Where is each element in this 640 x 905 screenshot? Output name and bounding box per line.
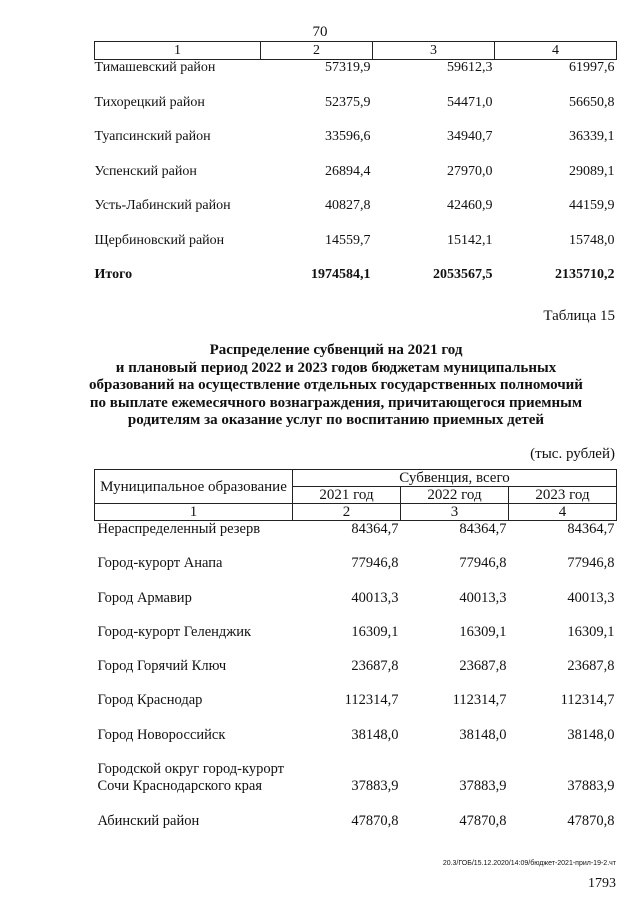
value-2023: 84364,7: [567, 521, 615, 537]
document-code: 20.3/ГОБ/15.12.2020/14:09/бюджет-2021-прил-19-2.чт: [442, 860, 616, 867]
column-number: 2: [261, 42, 373, 60]
title-line: и плановый период 2022 и 2023 годов бюджетам муниципальных: [115, 359, 557, 376]
total-label: Итого: [94, 267, 133, 282]
value-2023: 56650,8: [569, 94, 615, 110]
municipality-name: Щербиновский район: [94, 232, 225, 248]
column-number-row: [95, 42, 617, 60]
value-2021: 84364,7: [351, 521, 399, 537]
value-2023: 44159,9: [569, 198, 615, 213]
table-row: [95, 761, 617, 813]
column-number: 4: [509, 504, 617, 521]
value-2022: 38148,0: [459, 726, 507, 743]
table-row: [95, 198, 617, 233]
value-2023: 112314,7: [560, 692, 615, 709]
table-row: [95, 658, 617, 692]
title-line: Распределение субвенций на 2021 год: [209, 342, 463, 358]
value-2022: 37883,9: [459, 778, 507, 795]
municipality-name: Нераспределенный резерв: [97, 521, 261, 537]
value-2023: 61997,6: [569, 60, 615, 75]
municipality-name: Город Краснодар: [97, 692, 203, 709]
value-2022: 112314,7: [452, 692, 507, 709]
column-number: 3: [373, 42, 495, 60]
municipality-name: Успенский район: [94, 163, 197, 179]
value-2022: 77946,8: [459, 555, 507, 572]
total-2022: 2053567,5: [433, 267, 493, 282]
subvention-table: [94, 469, 617, 847]
value-2021: 40013,3: [351, 589, 399, 606]
header-municipality: Муниципальное образование: [95, 470, 293, 504]
value-2022: 47870,8: [459, 813, 507, 830]
table-row: [95, 164, 617, 199]
value-2021: 37883,9: [351, 778, 399, 795]
value-2022: 15142,1: [447, 232, 493, 248]
value-2021: 112314,7: [344, 692, 399, 709]
value-2022: 84364,7: [459, 521, 507, 537]
value-2022: 54471,0: [447, 94, 493, 110]
title-line: по выплате ежемесячного вознаграждения, причитающегося приемным: [89, 394, 583, 411]
header-row: [95, 470, 617, 487]
value-2021: 23687,8: [351, 658, 399, 675]
value-2021: 77946,8: [351, 555, 399, 572]
municipality-name-line: Городской округ город-курорт: [97, 761, 284, 778]
value-2022: 59612,3: [447, 60, 493, 75]
municipality-name: Туапсинский район: [94, 129, 211, 144]
municipality-name: Город-курорт Геленджик: [97, 623, 252, 640]
value-2021: 47870,8: [351, 813, 399, 830]
column-number: 1: [95, 504, 293, 521]
value-2023: 15748,0: [569, 232, 615, 248]
total-2021: 1974584,1: [311, 267, 371, 282]
value-2023: 23687,8: [567, 658, 615, 675]
value-2021: 14559,7: [325, 232, 371, 248]
total-row: [95, 267, 617, 302]
unit-label: (тыс. рублей): [530, 446, 615, 462]
value-2022: 42460,9: [447, 198, 493, 213]
table-row: [95, 95, 617, 130]
table-row: [95, 727, 617, 761]
page-number-bottom: 1793: [588, 876, 616, 891]
municipality-name: [95, 761, 293, 813]
total-2023: 2135710,2: [555, 267, 615, 282]
municipality-name: Усть-Лабинский район: [94, 198, 231, 213]
municipality-name: Абинский район: [97, 813, 200, 830]
value-2022: 40013,3: [459, 589, 507, 606]
header-subvention: Субвенция, всего: [293, 470, 617, 487]
table-title: [80, 342, 592, 430]
column-number: 3: [401, 504, 509, 521]
value-2021: 16309,1: [351, 623, 399, 640]
municipality-name-line: Сочи Краснодарского края: [97, 778, 263, 795]
municipality-name: Город Армавир: [97, 589, 192, 606]
municipality-name: Тимашевский район: [94, 60, 216, 75]
header-year: 2022 год: [401, 487, 509, 504]
table-continuation: [94, 41, 617, 302]
column-number: 4: [495, 42, 617, 60]
table-row: [95, 813, 617, 847]
value-2021: 26894,4: [325, 163, 371, 179]
value-2023: 77946,8: [567, 555, 615, 572]
title-line: родителям за оказание услуг по воспитанию приемных детей: [127, 412, 545, 428]
value-2021: 33596,6: [325, 129, 371, 144]
value-2022: 27970,0: [447, 163, 493, 179]
table-row: [95, 590, 617, 624]
municipality-name: Город Горячий Ключ: [97, 658, 227, 675]
header-year: 2023 год: [509, 487, 617, 504]
table-row: [95, 555, 617, 589]
value-2023: 38148,0: [567, 726, 615, 743]
value-2022: 16309,1: [459, 623, 507, 640]
column-number-row: [95, 504, 617, 521]
municipality-name: Тихорецкий район: [94, 94, 205, 110]
table-row: [95, 129, 617, 164]
table-row: [95, 624, 617, 658]
value-2022: 23687,8: [459, 658, 507, 675]
value-2023: 40013,3: [567, 589, 615, 606]
value-2023: 29089,1: [569, 163, 615, 179]
value-2023: 47870,8: [567, 813, 615, 830]
municipality-name: Город Новороссийск: [97, 726, 226, 743]
municipality-name: Город-курорт Анапа: [97, 555, 223, 572]
page-number-top: 70: [312, 24, 328, 40]
value-2021: 57319,9: [325, 60, 371, 75]
table-row: [95, 60, 617, 95]
table-row: [95, 521, 617, 556]
value-2023: 37883,9: [567, 778, 615, 795]
column-number: 1: [95, 42, 261, 60]
value-2021: 38148,0: [351, 726, 399, 743]
value-2021: 52375,9: [325, 94, 371, 110]
table-row: [95, 692, 617, 726]
header-year: 2021 год: [293, 487, 401, 504]
column-number: 2: [293, 504, 401, 521]
value-2023: 36339,1: [569, 129, 615, 144]
value-2023: 16309,1: [567, 623, 615, 640]
table-row: [95, 233, 617, 268]
value-2022: 34940,7: [447, 129, 493, 144]
title-line: образований на осуществление отдельных государственных полномочий: [89, 377, 583, 393]
value-2021: 40827,8: [325, 198, 371, 213]
table-label: Таблица 15: [543, 308, 615, 324]
